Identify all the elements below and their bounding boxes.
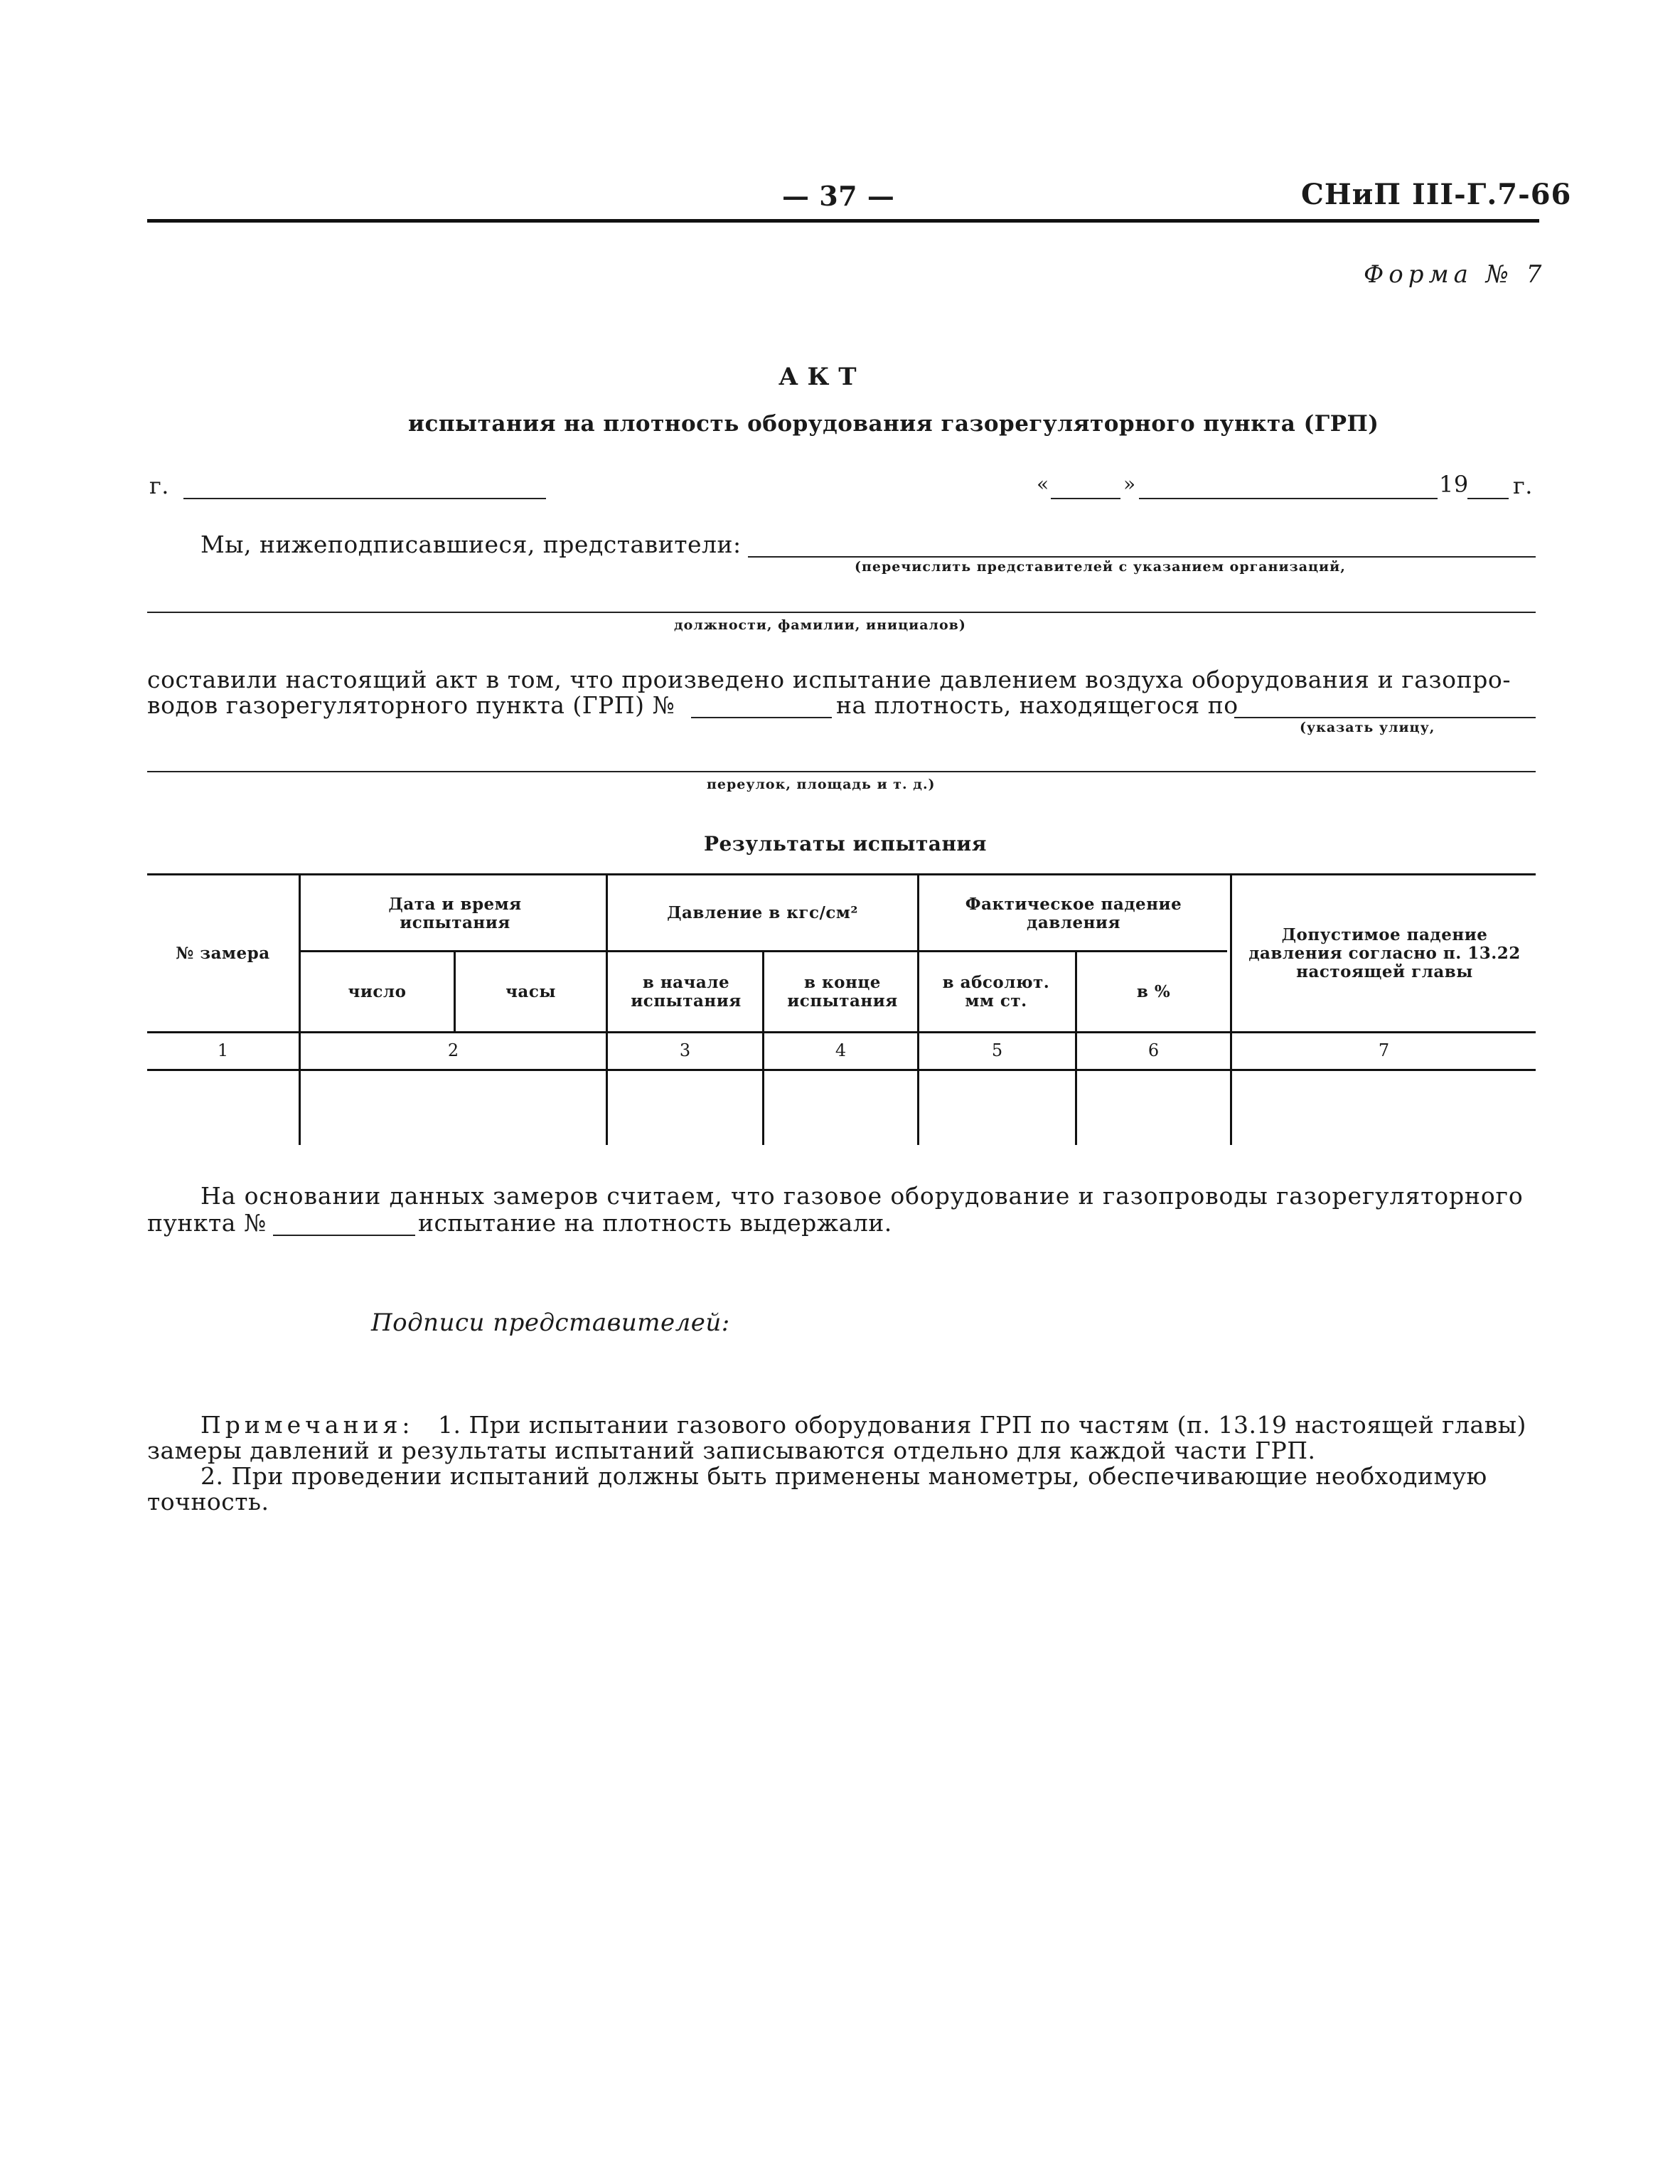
header-drop-pct: в % xyxy=(1136,981,1171,1001)
data-cell-datetime[interactable] xyxy=(301,1071,606,1145)
statement-line-1: составили настоящий акт в том, что произведено испытание давлением воздуха оборудования и газопро- xyxy=(147,666,1512,693)
header-allowed-drop: Допустимое падение давления согласно п. 13.22 настоящей главы xyxy=(1248,925,1521,981)
header-pressure-start: в начале испытания xyxy=(631,972,742,1011)
index-cell-4: 4 xyxy=(835,1040,847,1060)
header-drop-group: Фактическое падение давления xyxy=(965,895,1182,932)
document-title: А К Т xyxy=(778,363,857,391)
representatives-field-2[interactable] xyxy=(147,612,1536,613)
header-pressure-group: Давление в кгс/см² xyxy=(667,902,858,922)
conclusion-grp-number-field[interactable] xyxy=(273,1235,415,1236)
header-number: № замера xyxy=(176,943,270,963)
table-rule-header-bottom xyxy=(147,1031,1536,1033)
index-cell-5: 5 xyxy=(991,1040,1003,1060)
grp-number-field[interactable] xyxy=(691,717,832,718)
statement-line-2b: на плотность, находящегося по xyxy=(836,691,1238,719)
date-quote-open: « xyxy=(1037,472,1049,496)
data-cell-drop-abs[interactable] xyxy=(919,1071,1075,1145)
index-cell-6: 6 xyxy=(1147,1040,1160,1060)
index-cell-7: 7 xyxy=(1378,1040,1390,1060)
note-2-line-2: точность. xyxy=(147,1488,269,1516)
address-hint-2: переулок, площадь и т. д.) xyxy=(707,777,936,792)
city-field[interactable] xyxy=(183,498,546,499)
page-number: — 37 — xyxy=(782,180,895,212)
note-2-line-1: 2. При проведении испытаний должны быть применены манометры, обеспечивающие необходимую xyxy=(200,1462,1487,1490)
document-subtitle: испытания на плотность оборудования газорегуляторного пункта (ГРП) xyxy=(408,411,1379,437)
conclusion-line-2b: испытание на плотность выдержали. xyxy=(418,1209,892,1237)
note-1-line-1: 1. При испытании газового оборудования ГРП по частям (п. 13.19 настоящей главы) xyxy=(438,1411,1526,1439)
conclusion-line-2a: пункта № xyxy=(147,1209,267,1237)
date-year-prefix: 19 xyxy=(1439,471,1469,498)
date-year-suffix: г. xyxy=(1513,472,1533,499)
conclusion-line-1: На основании данных замеров считаем, что газовое оборудование и газопроводы газорегуляторного xyxy=(200,1182,1524,1210)
header-rule xyxy=(147,219,1539,223)
address-field-1[interactable] xyxy=(1234,717,1536,718)
representatives-hint-1: (перечислить представителей с указанием организаций, xyxy=(855,559,1346,575)
notes-heading: Примечания: xyxy=(200,1411,414,1439)
data-cell-number[interactable] xyxy=(147,1071,299,1145)
representatives-field-1[interactable] xyxy=(748,556,1536,558)
note-1-line-2: замеры давлений и результаты испытаний записываются отдельно для каждой части ГРП. xyxy=(147,1437,1316,1464)
header-pressure-end: в конце испытания xyxy=(787,972,898,1011)
header-hours: часы xyxy=(505,981,556,1001)
data-cell-pressure-end[interactable] xyxy=(764,1071,917,1145)
date-day-field[interactable] xyxy=(1051,498,1120,499)
date-month-field[interactable] xyxy=(1139,498,1438,499)
header-day: число xyxy=(348,981,407,1001)
statement-line-2a: водов газорегуляторного пункта (ГРП) № xyxy=(147,691,675,719)
index-cell-1: 1 xyxy=(217,1040,229,1060)
representatives-label: Мы, нижеподписавшиеся, представители: xyxy=(200,531,742,558)
city-prefix: г. xyxy=(149,472,169,499)
data-cell-pressure-start[interactable] xyxy=(608,1071,762,1145)
index-cell-3: 3 xyxy=(679,1040,691,1060)
signatures-label: Подписи представителей: xyxy=(371,1309,730,1337)
date-year-field[interactable] xyxy=(1467,498,1509,499)
date-quote-close: » xyxy=(1123,472,1136,496)
index-cell-2: 2 xyxy=(447,1040,459,1060)
results-title: Результаты испытания xyxy=(704,832,987,856)
address-field-2[interactable] xyxy=(147,771,1536,772)
header-drop-abs: в абсолют. мм ст. xyxy=(942,972,1050,1011)
data-cell-allowed[interactable] xyxy=(1232,1071,1536,1145)
data-cell-drop-pct[interactable] xyxy=(1077,1071,1230,1145)
standard-code: СНиП III-Г.7-66 xyxy=(1301,178,1572,211)
representatives-hint-2: должности, фамилии, инициалов) xyxy=(674,617,966,633)
header-datetime-group: Дата и время испытания xyxy=(388,895,522,932)
address-hint-1: (указать улицу, xyxy=(1300,720,1435,735)
form-number: Форма № 7 xyxy=(1364,260,1547,289)
